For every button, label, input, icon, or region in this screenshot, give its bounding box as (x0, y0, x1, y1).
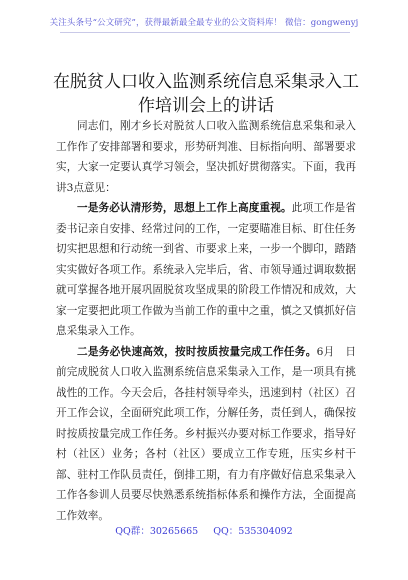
qq-text: QQ：535304092 (213, 526, 293, 537)
section-1-body: 此项工作是省委书记亲自安排、经常过问的工作，一定要瞄准目标、盯住任务切实把思想和行动统一到省、市要求上来，一步一个脚印，踏踏实实做好各项工作。系统录入完毕后，省、市领导通过调取数据就可掌握各地开展巩固脱贫攻坚成果的阶段工作情况和成效，大家一定要把此项工作做为当前工作的重中之重，慎之又慎抓好信息采集录入工作。 (56, 202, 357, 337)
opening-paragraph: 同志们，刚才乡长对脱贫人口收入监测系统信息采集和录入工作作了安排部署和要求，形势研判准、目标指向明、部署要求实，大家一定要认真学习领会，坚决抓好贯彻落实。下面，我再讲3点意见： (56, 120, 356, 194)
promo-banner-text: 关注头条号“公文研究”，获得最新最全最专业的公文资料库！ 微信：gongwenyj (49, 18, 359, 28)
qq-group-text: QQ群：30265665 (115, 526, 199, 537)
section-1-paragraph (56, 198, 356, 342)
section-2-paragraph (56, 342, 356, 527)
footer-contact (0, 523, 408, 537)
document-title: 在脱贫人口收入监测系统信息采集录入工作培训会上的讲话 (53, 72, 359, 116)
section-2-body: 6月 日前完成脱贫人口收入监测系统信息采集录入工作，是一项具有挑战性的工作。今天会后，各挂村领导牵头，迅速到村（社区）召开工作会议，全面研究此项工作，分解任务，责任到人，确保按时按质按量完成工作任务。乡村振兴办要对标工作要求，指导好村（社区）业务；各村（社区）要成立工作专班，压实乡村干部、驻村工作队员责任，倒排工期，有力有序做好信息采集录入工作各参训人员要尽快熟悉系统指标体系和操作方法，全面提高工作效率。 (56, 345, 356, 522)
banner-divider (60, 32, 350, 33)
document-body (56, 116, 356, 526)
section-1-heading: 一是务必认清形势，思想上工作上高度重视。 (77, 202, 292, 214)
section-2-heading: 二是务必快速高效，按时按质按量完成工作任务。 (77, 345, 317, 358)
